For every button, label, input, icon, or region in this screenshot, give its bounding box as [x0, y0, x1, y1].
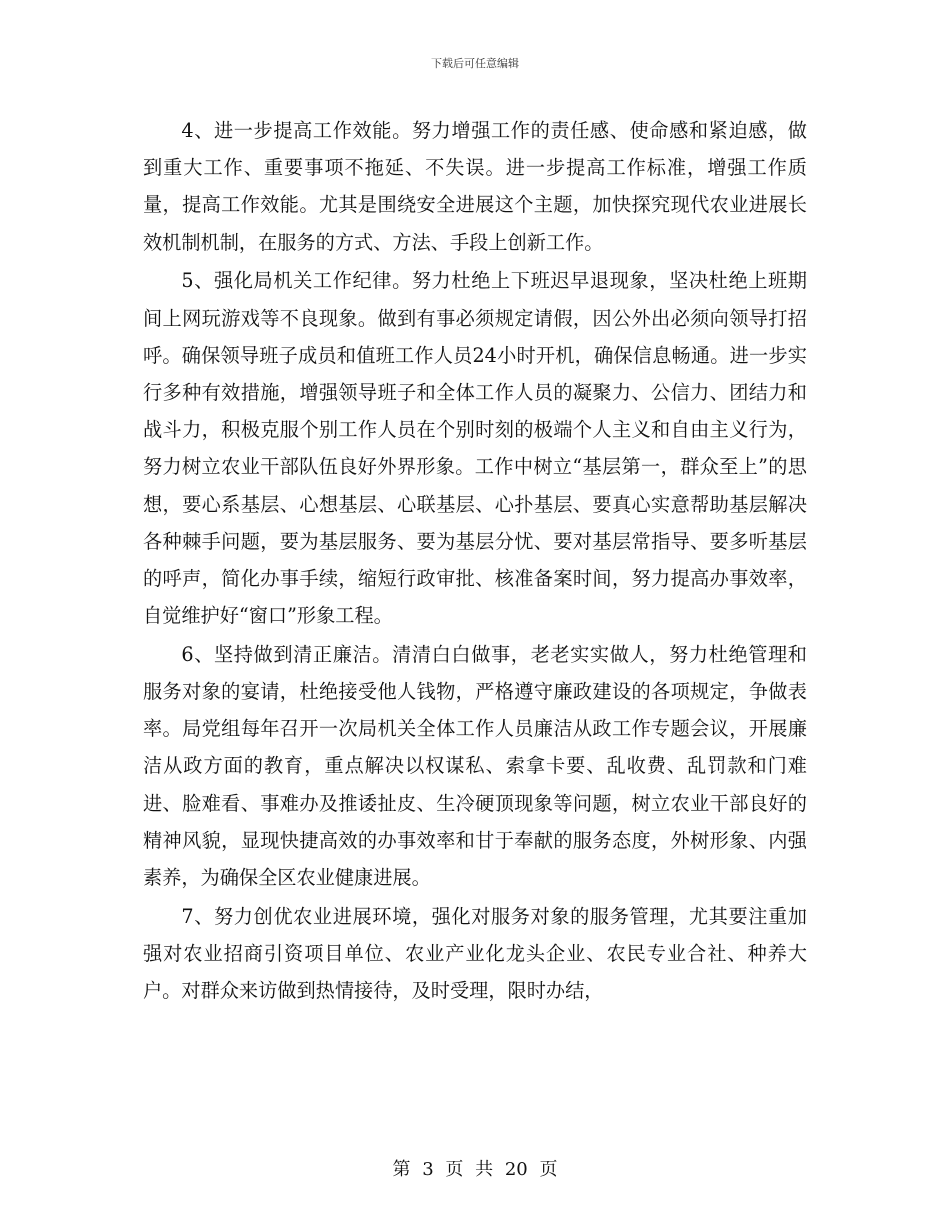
paragraph-7: 7、努力创优农业进展环境，强化对服务对象的服务管理，尤其要注重加强对农业招商引资项目单位、农业产业化龙头企业、农民专业合社、种养大户。对群众来访做到热情接待，及时受理，限时办结，: [143, 904, 807, 1003]
page-footer: 第 3 页 共 20 页: [392, 1159, 558, 1180]
page-header: 下载后可任意编辑: [431, 57, 519, 70]
paragraph-4: 4、进一步提高工作效能。努力增强工作的责任感、使命感和紧迫感，做到重大工作、重要事项不拖延、不失误。进一步提高工作标准，增强工作质量，提高工作效能。尤其是围绕安全进展这个主题，加快探究现代农业进展长效机制机制，在服务的方式、方法、手段上创新工作。: [143, 119, 807, 254]
document-body: [143, 112, 807, 1011]
paragraph-5: 5、强化局机关工作纪律。努力杜绝上下班迟早退现象，坚决杜绝上班期间上网玩游戏等不良现象。做到有事必须规定请假，因公外出必须向领导打招呼。确保领导班子成员和值班工作人员24小时开机，确保信息畅通。进一步实行多种有效措施，增强领导班子和全体工作人员的凝聚力、公信力、团结力和战斗力，积极克服个别工作人员在个别时刻的极端个人主义和自由主义行为，努力树立农业干部队伍良好外界形象。工作中树立“基层第一，群众至上”的思想，要心系基层、心想基层、心联基层、心扑基层、要真心实意帮助基层解决各种棘手问题，要为基层服务、要为基层分忧、要对基层常指导、要多听基层的呼声，简化办事手续，缩短行政审批、核准备案时间，努力提高办事效率，自觉维护好“窗口”形象工程。: [143, 269, 807, 628]
paragraph-6: 6、坚持做到清正廉洁。清清白白做事，老老实实做人，努力杜绝管理和服务对象的宴请，杜绝接受他人钱物，严格遵守廉政建设的各项规定，争做表率。局党组每年召开一次局机关全体工作人员廉洁从政工作专题会议，开展廉洁从政方面的教育，重点解决以权谋私、索拿卡要、乱收费、乱罚款和门难进、脸难看、事难办及推诿扯皮、生冷硬顶现象等问题，树立农业干部良好的精神风貌，显现快捷高效的办事效率和甘于奉献的服务态度，外树形象、内强素养，为确保全区农业健康进展。: [143, 642, 807, 890]
